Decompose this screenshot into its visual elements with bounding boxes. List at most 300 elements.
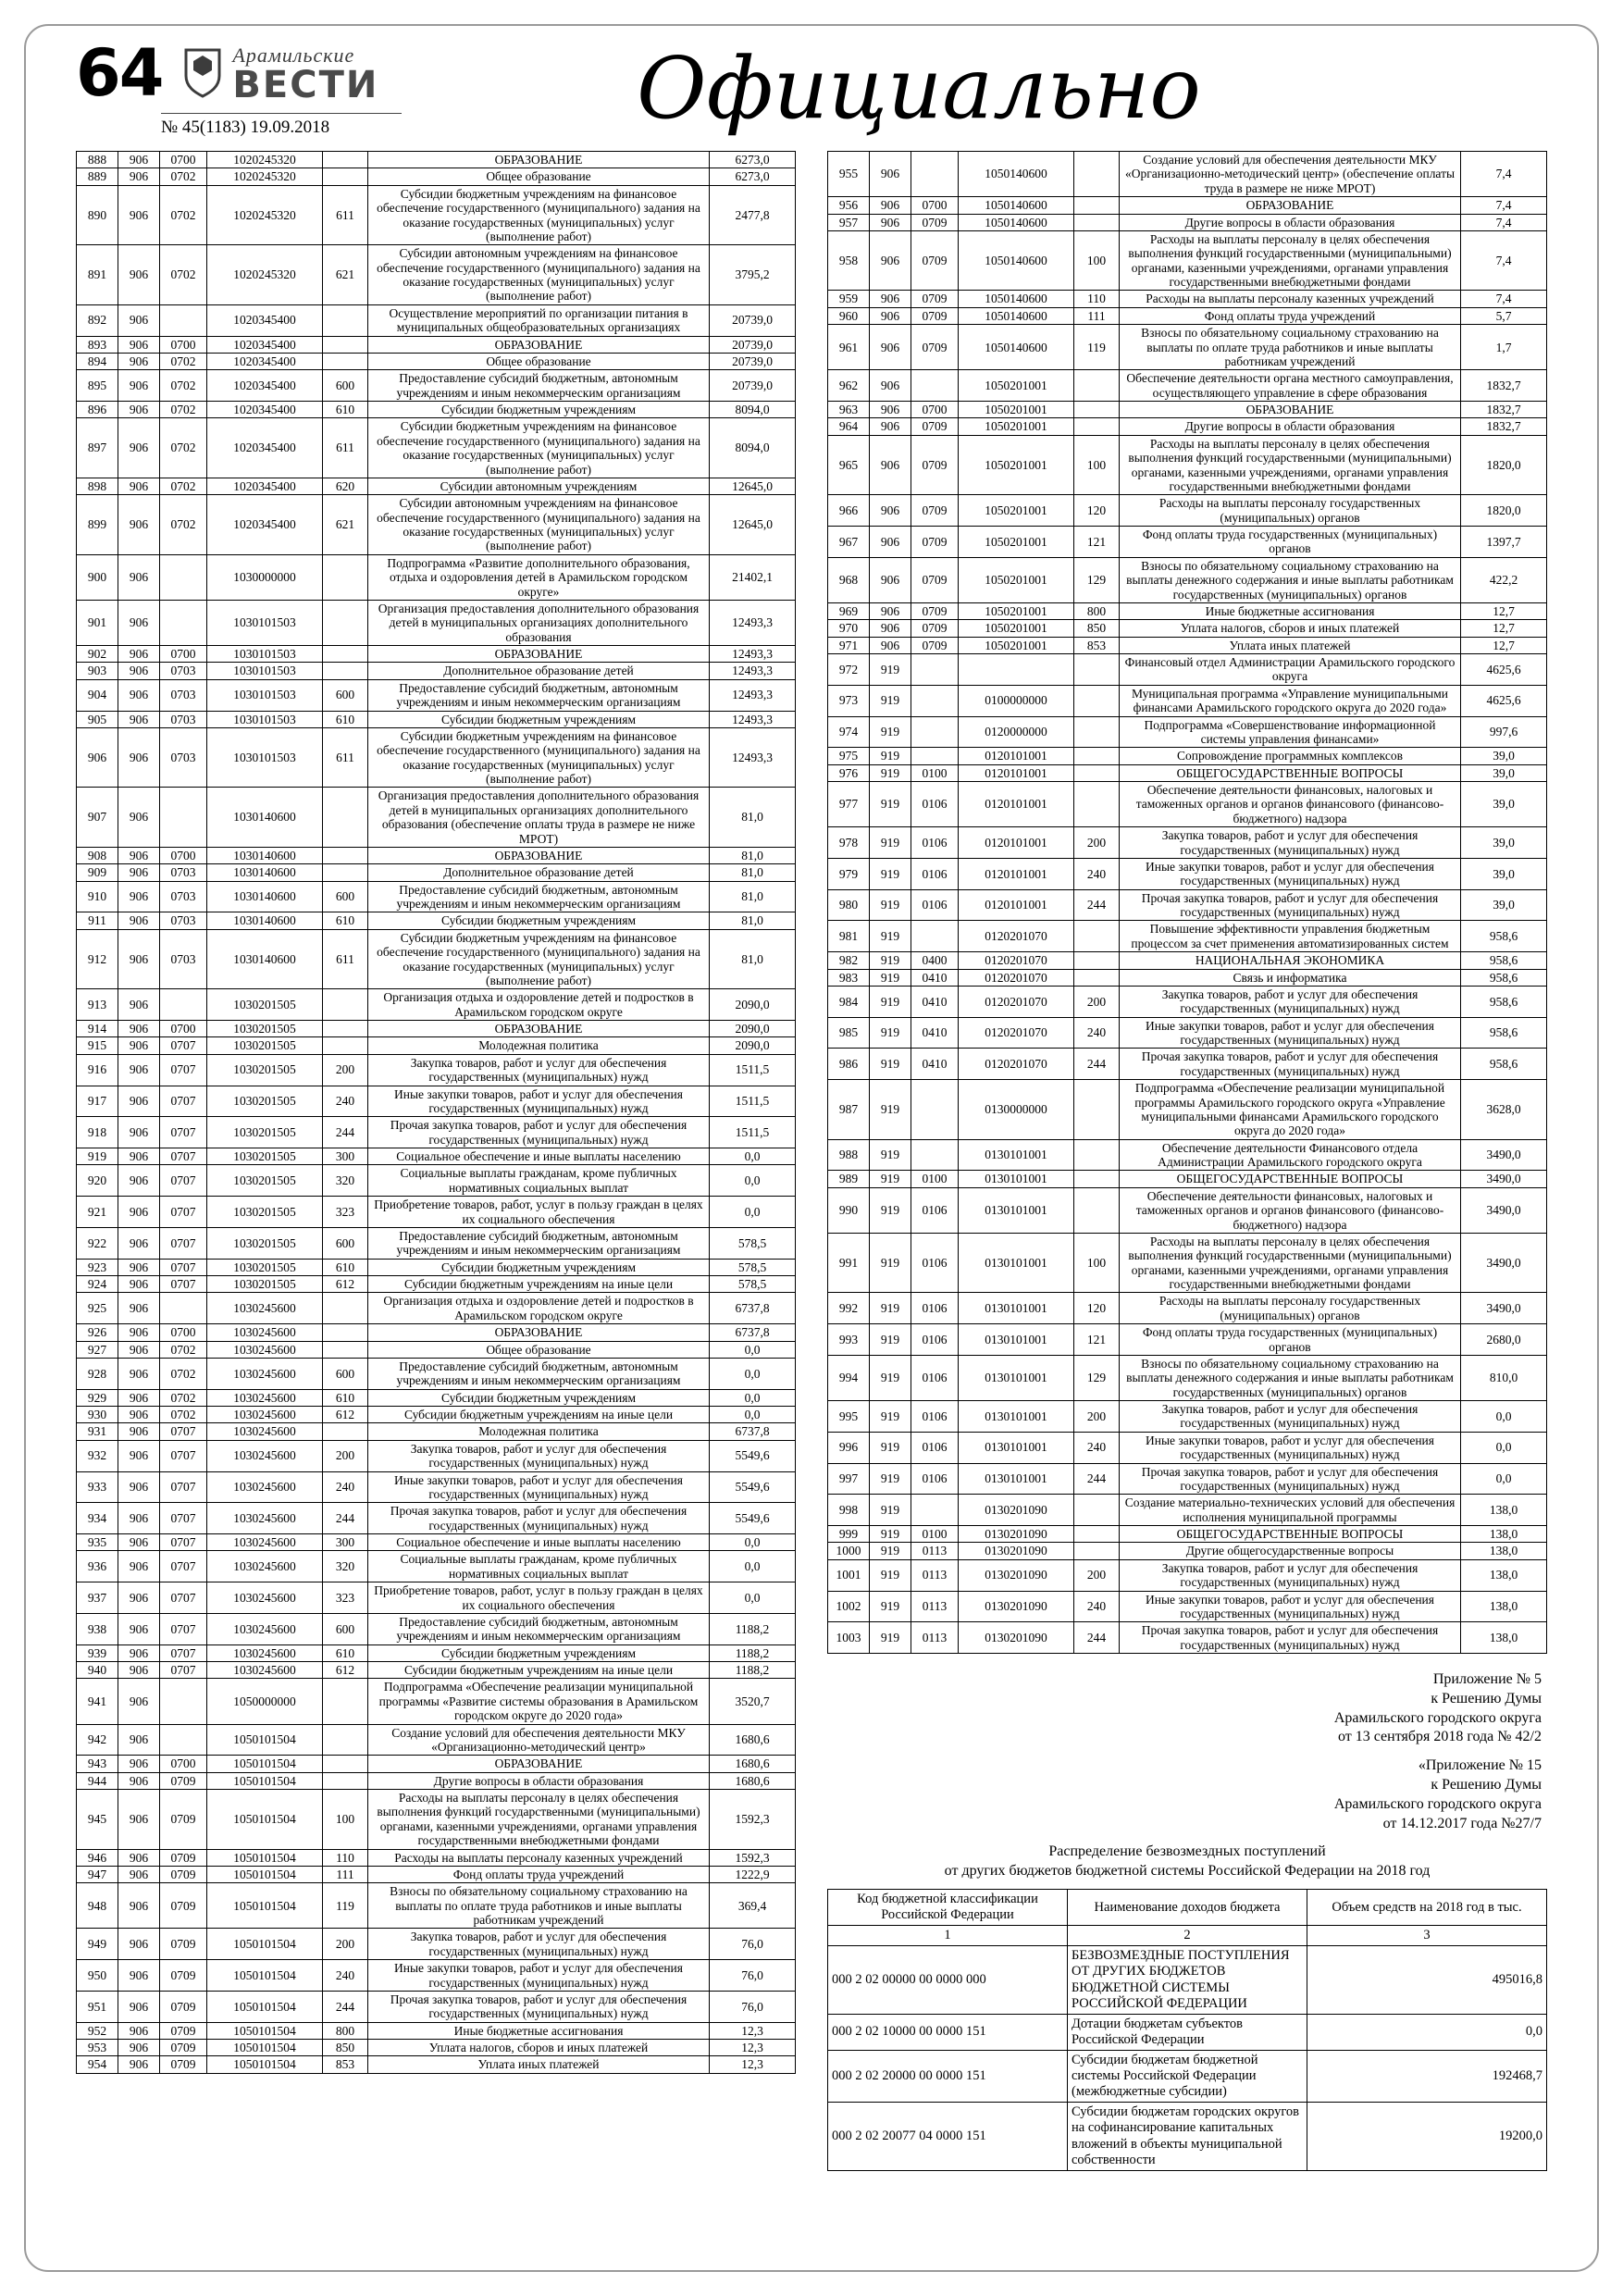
code-expense-type: 612 [323, 1662, 368, 1679]
code-section: 0709 [160, 1772, 207, 1789]
budget-row [77, 1849, 796, 1866]
code-target-item: 0120101001 [959, 782, 1074, 827]
code-section: 0702 [160, 1389, 207, 1406]
code-grbs: 919 [870, 1526, 911, 1543]
code-target-item: 1020245320 [207, 168, 323, 185]
expense-name: Другие вопросы в области образования [368, 1772, 710, 1789]
code-target-item: 1030101503 [207, 711, 323, 727]
code-target-item: 1050101504 [207, 1790, 323, 1850]
amount: 0,0 [710, 1407, 796, 1423]
code-section: 0709 [911, 620, 959, 637]
row-number: 989 [828, 1171, 870, 1187]
budget-row [828, 782, 1547, 827]
code-target-item: 0120201070 [959, 1017, 1074, 1049]
budget-row [77, 1341, 796, 1358]
amount: 138,0 [1461, 1543, 1547, 1559]
amount: 12493,3 [710, 646, 796, 663]
budget-row [77, 727, 796, 788]
amount: 0,0 [710, 1165, 796, 1197]
budget-row [77, 1423, 796, 1440]
code-target-item: 1030245600 [207, 1613, 323, 1644]
budget-row [77, 600, 796, 645]
code-target-item: 0130101001 [959, 1324, 1074, 1356]
code-section: 0707 [160, 1423, 207, 1440]
code-grbs: 906 [118, 1293, 160, 1324]
amount: 0,0 [710, 1582, 796, 1614]
expense-name: Фонд оплаты труда учреждений [1120, 307, 1461, 324]
row-number: 965 [828, 435, 870, 495]
row-number: 984 [828, 986, 870, 1017]
code-grbs: 906 [118, 788, 160, 848]
code-expense-type [1074, 197, 1120, 214]
row-number: 1002 [828, 1591, 870, 1622]
code-target-item: 1050140600 [959, 307, 1074, 324]
budget-row [828, 370, 1547, 402]
code-section: 0707 [160, 1503, 207, 1534]
code-target-item: 1050201001 [959, 435, 1074, 495]
code-target-item: 0130101001 [959, 1187, 1074, 1233]
code-grbs: 906 [118, 847, 160, 863]
budget-row [828, 214, 1547, 230]
budget-row [828, 986, 1547, 1017]
code-grbs: 906 [118, 2022, 160, 2039]
code-target-item: 0130101001 [959, 1432, 1074, 1463]
code-expense-type: 244 [1074, 1463, 1120, 1495]
expense-name: ОБЩЕГОСУДАРСТВЕННЫЕ ВОПРОСЫ [1120, 1171, 1461, 1187]
row-number: 958 [828, 230, 870, 291]
amount: 0,0 [710, 1148, 796, 1165]
expense-name: Обеспечение деятельности финансовых, налоговых и таможенных органов и органов финансового (финансово-бюджетного) надзора [1120, 782, 1461, 827]
code-expense-type: 244 [1074, 889, 1120, 921]
amount: 7,4 [1461, 230, 1547, 291]
income-table-title [827, 1843, 1547, 1881]
budget-row [77, 402, 796, 418]
amount: 0,0 [710, 1534, 796, 1551]
code-expense-type [1074, 152, 1120, 197]
code-target-item: 1050201001 [959, 370, 1074, 402]
code-grbs: 919 [870, 986, 911, 1017]
code-target-item: 1050140600 [959, 152, 1074, 197]
expense-name: Субсидии автономным учреждениям [368, 478, 710, 494]
expense-name: Осуществление мероприятий по организации питания в муниципальных общеобразовательных организациях [368, 304, 710, 336]
amount: 3490,0 [1461, 1171, 1547, 1187]
expense-name: ОБРАЗОВАНИЕ [1120, 197, 1461, 214]
expense-name: Обеспечение деятельности Финансового отдела Администрации Арамильского городского округа [1120, 1139, 1461, 1171]
budget-row [828, 197, 1547, 214]
budget-row [828, 748, 1547, 764]
row-number: 935 [77, 1534, 118, 1551]
code-target-item: 0100000000 [959, 685, 1074, 716]
code-expense-type [323, 1724, 368, 1756]
row-number: 937 [77, 1582, 118, 1614]
code-section: 0709 [911, 418, 959, 435]
row-number: 907 [77, 788, 118, 848]
expense-name: Субсидии бюджетным учреждениям [368, 1389, 710, 1406]
budget-row [828, 1355, 1547, 1400]
row-number: 909 [77, 864, 118, 881]
code-grbs: 906 [118, 881, 160, 912]
row-number: 990 [828, 1187, 870, 1233]
expense-name: Закупка товаров, работ и услуг для обеспечения государственных (муниципальных) нужд [368, 1440, 710, 1471]
code-expense-type: 240 [323, 1086, 368, 1117]
budget-row [828, 1139, 1547, 1171]
income-name: Субсидии бюджетам городских округов на софинансирование капитальных вложений в объекты муниципальной собственности [1068, 2103, 1307, 2170]
code-target-item: 1050101504 [207, 1866, 323, 1882]
budget-row [77, 1960, 796, 1992]
code-grbs: 919 [870, 952, 911, 969]
appendix-line: к Решению Думы [1431, 1690, 1542, 1706]
expense-name: Расходы на выплаты персоналу государственных (муниципальных) органов [1120, 495, 1461, 527]
amount: 2680,0 [1461, 1324, 1547, 1356]
amount: 76,0 [710, 1960, 796, 1992]
row-number: 941 [77, 1679, 118, 1724]
code-expense-type: 853 [323, 2056, 368, 2073]
code-section [160, 1293, 207, 1324]
appendix-line: от 13 сентября 2018 года № 42/2 [1337, 1729, 1542, 1745]
masthead [76, 35, 402, 138]
code-expense-type [323, 847, 368, 863]
budget-row [77, 2040, 796, 2056]
income-row [828, 2050, 1547, 2102]
row-number: 987 [828, 1080, 870, 1140]
amount: 6737,8 [710, 1423, 796, 1440]
code-target-item: 1030245600 [207, 1662, 323, 1679]
code-section: 0709 [911, 307, 959, 324]
code-grbs: 906 [870, 557, 911, 602]
budget-row [828, 1017, 1547, 1049]
budget-row [77, 1613, 796, 1644]
code-section: 0703 [160, 912, 207, 929]
appendix-line: Арамильского городского округа [1333, 1709, 1542, 1726]
code-target-item: 1050101504 [207, 1849, 323, 1866]
budget-row [77, 663, 796, 679]
budget-row [828, 418, 1547, 435]
code-grbs: 906 [118, 1037, 160, 1054]
code-expense-type: 620 [323, 478, 368, 494]
code-target-item: 0120201070 [959, 986, 1074, 1017]
code-section [911, 748, 959, 764]
expense-name: Расходы на выплаты персоналу в целях обеспечения выполнения функций государственными (муниципальными) органами, казенными учреждениями, органами управления государственными внебюджетными фондами [1120, 1233, 1461, 1293]
right-column [827, 151, 1547, 2171]
expense-name: Иные закупки товаров, работ и услуг для обеспечения государственных (муниципальных) нужд [368, 1960, 710, 1992]
code-expense-type [1074, 1495, 1120, 1526]
code-grbs: 906 [118, 1440, 160, 1471]
code-target-item: 1030245600 [207, 1341, 323, 1358]
amount: 4625,6 [1461, 654, 1547, 686]
expense-name: Дополнительное образование детей [368, 663, 710, 679]
code-section: 0709 [911, 637, 959, 653]
code-section [911, 152, 959, 197]
expense-name: ОБРАЗОВАНИЕ [368, 847, 710, 863]
code-expense-type [323, 864, 368, 881]
row-number: 938 [77, 1613, 118, 1644]
code-section: 0709 [911, 435, 959, 495]
code-target-item: 1050101504 [207, 1724, 323, 1756]
row-number: 947 [77, 1866, 118, 1882]
code-grbs: 906 [118, 370, 160, 402]
amount: 2090,0 [710, 1021, 796, 1037]
code-expense-type: 610 [323, 1259, 368, 1275]
amount: 810,0 [1461, 1355, 1547, 1400]
row-number: 977 [828, 782, 870, 827]
budget-row [828, 1495, 1547, 1526]
code-grbs: 919 [870, 1049, 911, 1080]
budget-row [828, 152, 1547, 197]
code-section: 0106 [911, 858, 959, 889]
code-expense-type: 200 [1074, 986, 1120, 1017]
row-number: 992 [828, 1293, 870, 1324]
income-code: 000 2 02 20000 00 0000 151 [828, 2050, 1068, 2102]
row-number: 951 [77, 1991, 118, 2022]
expense-name: Организация отдыха и оздоровление детей и подростков в Арамильском городском округе [368, 989, 710, 1021]
amount: 12645,0 [710, 478, 796, 494]
row-number: 896 [77, 402, 118, 418]
amount: 81,0 [710, 881, 796, 912]
amount: 0,0 [710, 1358, 796, 1389]
code-expense-type [1074, 1171, 1120, 1187]
code-grbs: 919 [870, 1432, 911, 1463]
code-section: 0106 [911, 1187, 959, 1233]
budget-row [828, 602, 1547, 619]
code-section: 0113 [911, 1622, 959, 1654]
code-section: 0702 [160, 353, 207, 369]
amount: 20739,0 [710, 336, 796, 353]
code-grbs: 906 [870, 291, 911, 307]
budget-row [77, 1866, 796, 1882]
row-number: 959 [828, 291, 870, 307]
income-numbering-1: 1 [828, 1926, 1068, 1946]
code-expense-type [323, 788, 368, 848]
amount: 12,7 [1461, 602, 1547, 619]
amount: 6737,8 [710, 1293, 796, 1324]
code-grbs: 906 [118, 727, 160, 788]
expense-name: Обеспечение деятельности органа местного самоуправления, осуществляющего управление в сфере образования [1120, 370, 1461, 402]
code-grbs: 906 [118, 1086, 160, 1117]
expense-name: Молодежная политика [368, 1423, 710, 1440]
budget-row [828, 1526, 1547, 1543]
expense-name: Социальное обеспечение и иные выплаты населению [368, 1148, 710, 1165]
budget-row [77, 1086, 796, 1117]
code-target-item: 1020345400 [207, 402, 323, 418]
amount: 1,7 [1461, 325, 1547, 370]
budget-row [77, 1276, 796, 1293]
budget-row [77, 847, 796, 863]
code-section: 0709 [160, 1883, 207, 1929]
row-number: 901 [77, 600, 118, 645]
income-title-line2: от других бюджетов бюджетной системы Российской Федерации на 2018 год [944, 1863, 1431, 1880]
code-expense-type: 120 [1074, 495, 1120, 527]
code-section: 0702 [160, 418, 207, 478]
row-number: 927 [77, 1341, 118, 1358]
budget-row [77, 554, 796, 600]
expense-name: ОБРАЗОВАНИЕ [368, 152, 710, 168]
code-target-item: 1030245600 [207, 1324, 323, 1341]
code-grbs: 906 [118, 152, 160, 168]
code-target-item: 0120101001 [959, 889, 1074, 921]
code-section: 0100 [911, 1171, 959, 1187]
code-grbs: 906 [118, 1259, 160, 1275]
code-expense-type: 611 [323, 185, 368, 245]
code-expense-type [323, 1037, 368, 1054]
code-section [160, 304, 207, 336]
code-section: 0703 [160, 679, 207, 711]
code-expense-type [323, 304, 368, 336]
amount: 39,0 [1461, 748, 1547, 764]
budget-row [77, 1389, 796, 1406]
row-number: 911 [77, 912, 118, 929]
budget-row [828, 1293, 1547, 1324]
code-expense-type [1074, 921, 1120, 952]
row-number: 932 [77, 1440, 118, 1471]
code-expense-type: 129 [1074, 1355, 1120, 1400]
amount: 1592,3 [710, 1849, 796, 1866]
expense-name: Взносы по обязательному социальному страхованию на выплаты по оплате труда работников и иные выплаты работникам учреждений [368, 1883, 710, 1929]
budget-row [77, 1756, 796, 1772]
code-expense-type [1074, 418, 1120, 435]
code-expense-type [323, 152, 368, 168]
budget-row [77, 1259, 796, 1275]
code-expense-type: 800 [323, 2022, 368, 2039]
budget-row [77, 788, 796, 848]
code-section: 0106 [911, 1293, 959, 1324]
row-number: 957 [828, 214, 870, 230]
expense-name: Иные закупки товаров, работ и услуг для обеспечения государственных (муниципальных) нужд [1120, 1432, 1461, 1463]
row-number: 889 [77, 168, 118, 185]
expense-name: Расходы на выплаты персоналу в целях обеспечения выполнения функций государственными (муниципальными) органами, казенными учреждениями, органами управления государственными внебюджетными фондами [1120, 230, 1461, 291]
code-expense-type: 850 [1074, 620, 1120, 637]
row-number: 1003 [828, 1622, 870, 1654]
row-number: 999 [828, 1526, 870, 1543]
income-code: 000 2 02 20077 04 0000 151 [828, 2103, 1068, 2170]
code-target-item: 1030101503 [207, 727, 323, 788]
budget-row [77, 1503, 796, 1534]
code-section: 0106 [911, 1432, 959, 1463]
code-expense-type [323, 353, 368, 369]
code-target-item: 1050140600 [959, 291, 1074, 307]
code-target-item: 1030201505 [207, 989, 323, 1021]
code-section: 0709 [911, 557, 959, 602]
income-amount: 19200,0 [1307, 2103, 1547, 2170]
expense-name: Другие вопросы в области образования [1120, 418, 1461, 435]
code-expense-type [323, 1021, 368, 1037]
code-expense-type: 200 [1074, 1401, 1120, 1433]
amount: 138,0 [1461, 1526, 1547, 1543]
expense-name: Прочая закупка товаров, работ и услуг для обеспечения государственных (муниципальных) нужд [1120, 889, 1461, 921]
amount: 1820,0 [1461, 435, 1547, 495]
code-target-item: 1050201001 [959, 602, 1074, 619]
code-grbs: 919 [870, 1324, 911, 1356]
budget-row [828, 1559, 1547, 1591]
code-grbs: 906 [870, 602, 911, 619]
budget-row [77, 353, 796, 369]
amount: 20739,0 [710, 370, 796, 402]
code-target-item: 1020245320 [207, 185, 323, 245]
income-name: Субсидии бюджетам бюджетной системы Российской Федерации (межбюджетные субсидии) [1068, 2050, 1307, 2102]
code-section [160, 788, 207, 848]
code-target-item: 0130201090 [959, 1591, 1074, 1622]
amount: 0,0 [710, 1197, 796, 1228]
code-expense-type [1074, 1139, 1120, 1171]
code-target-item: 1030201505 [207, 1037, 323, 1054]
code-grbs: 919 [870, 1017, 911, 1049]
brand-logo [182, 43, 379, 106]
code-section: 0707 [160, 1551, 207, 1582]
code-grbs: 906 [118, 1358, 160, 1389]
amount: 4625,6 [1461, 685, 1547, 716]
budget-row [828, 527, 1547, 558]
code-target-item: 1030245600 [207, 1644, 323, 1661]
code-target-item: 1030201505 [207, 1197, 323, 1228]
code-expense-type: 100 [323, 1790, 368, 1850]
code-target-item: 0130101001 [959, 1293, 1074, 1324]
code-grbs: 919 [870, 858, 911, 889]
code-grbs: 919 [870, 716, 911, 748]
amount: 39,0 [1461, 827, 1547, 859]
code-section: 0106 [911, 782, 959, 827]
row-number: 963 [828, 402, 870, 418]
code-section: 0410 [911, 986, 959, 1017]
code-target-item: 1050201001 [959, 637, 1074, 653]
expense-name: Организация предоставления дополнительного образования детей в муниципальных организациях дополнительного образования [368, 600, 710, 645]
code-grbs: 906 [118, 353, 160, 369]
budget-row [77, 1227, 796, 1259]
expense-name: Субсидии бюджетным учреждениям на финансовое обеспечение государственного (муниципального) задания на оказание государственных (муниципальных) услуг (выполнение работ) [368, 929, 710, 989]
row-number: 1001 [828, 1559, 870, 1591]
code-expense-type: 100 [1074, 1233, 1120, 1293]
code-expense-type: 244 [323, 1117, 368, 1148]
code-expense-type [1074, 1526, 1120, 1543]
code-target-item: 1050140600 [959, 325, 1074, 370]
row-number: 893 [77, 336, 118, 353]
code-target-item: 1050101504 [207, 1772, 323, 1789]
budget-row [828, 307, 1547, 324]
code-section: 0703 [160, 864, 207, 881]
amount: 997,6 [1461, 716, 1547, 748]
code-target-item: 1050101504 [207, 2040, 323, 2056]
code-expense-type: 100 [1074, 435, 1120, 495]
expense-name: Фонд оплаты труда государственных (муниципальных) органов [1120, 1324, 1461, 1356]
code-grbs: 906 [870, 435, 911, 495]
budget-table-right [827, 151, 1547, 1654]
amount: 3490,0 [1461, 1139, 1547, 1171]
row-number: 964 [828, 418, 870, 435]
code-expense-type [1074, 1080, 1120, 1140]
code-expense-type: 320 [323, 1165, 368, 1197]
budget-row [77, 1679, 796, 1724]
amount: 958,6 [1461, 1017, 1547, 1049]
row-number: 931 [77, 1423, 118, 1440]
code-section: 0702 [160, 1358, 207, 1389]
code-grbs: 906 [870, 230, 911, 291]
code-grbs: 919 [870, 1187, 911, 1233]
budget-row [828, 435, 1547, 495]
code-section: 0410 [911, 1049, 959, 1080]
code-grbs: 906 [870, 197, 911, 214]
code-grbs: 919 [870, 1495, 911, 1526]
amount: 578,5 [710, 1259, 796, 1275]
code-section: 0106 [911, 1355, 959, 1400]
row-number: 969 [828, 602, 870, 619]
income-numbering-3: 3 [1307, 1926, 1547, 1946]
code-grbs: 906 [870, 418, 911, 435]
appendix-line: Арамильского городского округа [1333, 1795, 1542, 1812]
row-number: 894 [77, 353, 118, 369]
code-grbs: 919 [870, 1080, 911, 1140]
code-target-item: 1030101503 [207, 679, 323, 711]
code-grbs: 919 [870, 1233, 911, 1293]
appendix-line: Приложение № 5 [1432, 1671, 1542, 1687]
code-expense-type: 240 [1074, 1017, 1120, 1049]
